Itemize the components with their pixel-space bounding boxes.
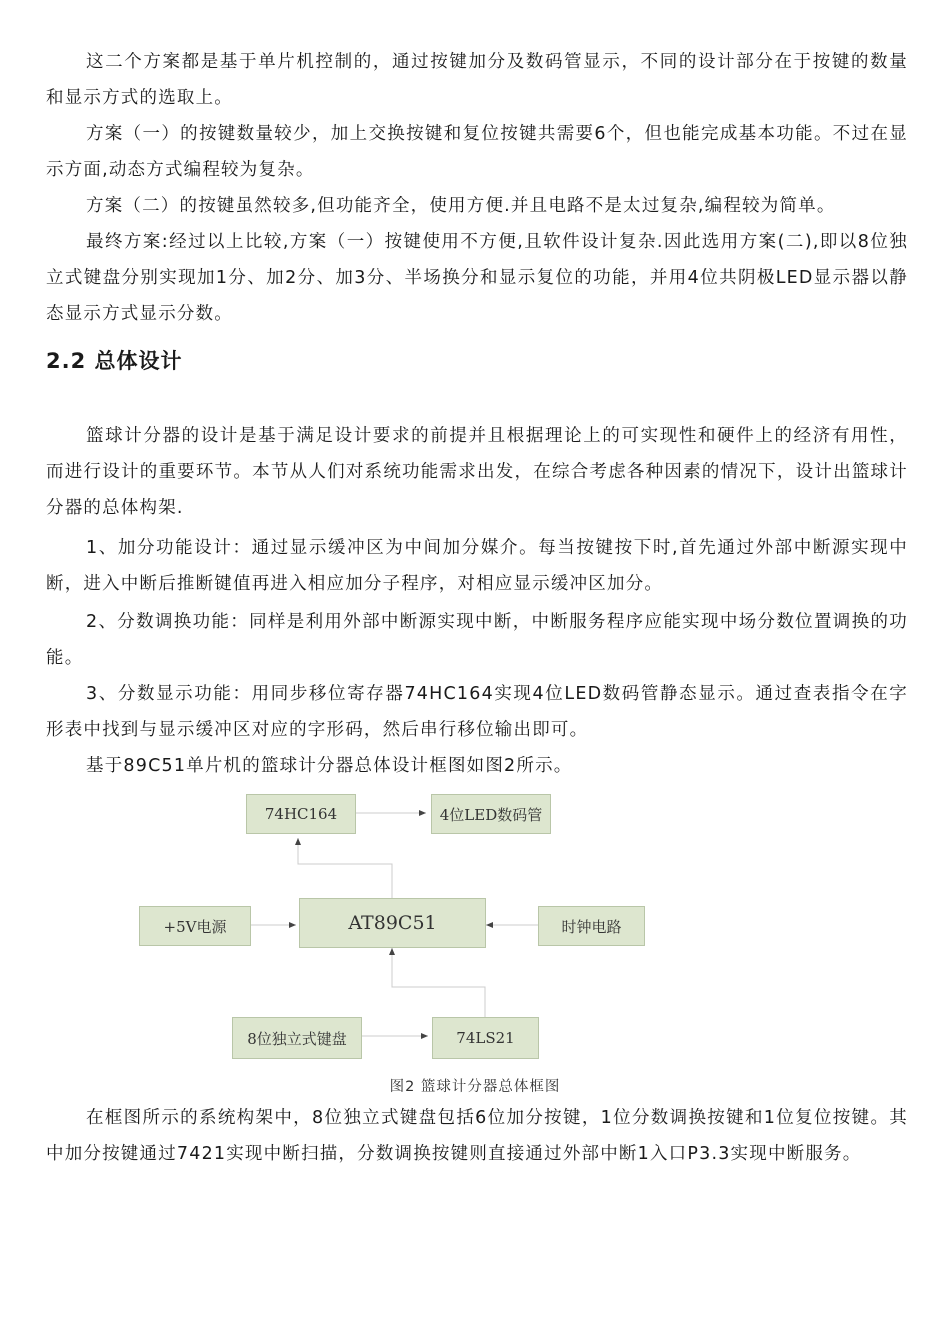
block-led-display: 4位LED数码管: [431, 794, 551, 834]
paragraph-scheme-one: 方案（一）的按键数量较少，加上交换按键和复位按键共需要6个，但也能完成基本功能。不过在显示方面,动态方式编程较为复杂。: [46, 124, 908, 180]
paragraph-final-scheme: 最终方案:经过以上比较,方案（一）按键使用不方便,且软件设计复杂.因此选用方案(二),即以8位独立式键盘分别实现加1分、加2分、加3分、半场换分和显示复位的功能，并用4位共阴极LED显示器以静态显示方式显示分数。: [46, 232, 908, 324]
section-heading: 2.2 总体设计: [46, 349, 183, 373]
figure-caption: 图2 篮球计分器总体框图: [389, 1079, 561, 1095]
wire-mcu-to-shift: [298, 838, 392, 906]
block-clock-circuit: 时钟电路: [538, 906, 645, 946]
wire-gate-to-mcu: [392, 948, 485, 1017]
block-power-supply: +5V电源: [139, 906, 251, 946]
paragraph-overview: 篮球计分器的设计是基于满足设计要求的前提并且根据理论上的可实现性和硬件上的经济有用性，而进行设计的重要环节。本节从人们对系统功能需求出发，在综合考虑各种因素的情况下，设计出篮球计分器的总体构架.: [46, 426, 908, 518]
paragraph-scheme-two: 方案（二）的按键虽然较多,但功能齐全，使用方便.并且电路不是太过复杂,编程较为简单。: [86, 196, 836, 216]
paragraph-display-score: 3、分数显示功能：用同步移位寄存器74HC164实现4位LED数码管静态显示。通过查表指令在字形表中找到与显示缓冲区对应的字形码，然后串行移位输出即可。: [46, 684, 908, 740]
block-diagram: [0, 780, 950, 1100]
block-74hc164: 74HC164: [246, 794, 356, 834]
paragraph-scheme-comparison: 这二个方案都是基于单片机控制的，通过按键加分及数码管显示，不同的设计部分在于按键的数量和显示方式的选取上。: [46, 52, 908, 108]
block-keyboard: 8位独立式键盘: [232, 1017, 362, 1059]
paragraph-swap-score: 2、分数调换功能：同样是利用外部中断源实现中断，中断服务程序应能实现中场分数位置调换的功能。: [46, 612, 908, 668]
paragraph-architecture: 在框图所示的系统构架中，8位独立式键盘包括6位加分按键，1位分数调换按键和1位复位按键。其中加分按键通过7421实现中断扫描，分数调换按键则直接通过外部中断1入口P3.3实现中断服务。: [46, 1108, 908, 1164]
block-74ls21: 74LS21: [432, 1017, 539, 1059]
block-at89c51: AT89C51: [299, 898, 486, 948]
paragraph-add-score: 1、加分功能设计：通过显示缓冲区为中间加分媒介。每当按键按下时,首先通过外部中断源实现中断，进入中断后推断键值再进入相应加分子程序，对相应显示缓冲区加分。: [46, 538, 908, 594]
paragraph-figure-intro: 基于89C51单片机的篮球计分器总体设计框图如图2所示。: [86, 756, 573, 776]
